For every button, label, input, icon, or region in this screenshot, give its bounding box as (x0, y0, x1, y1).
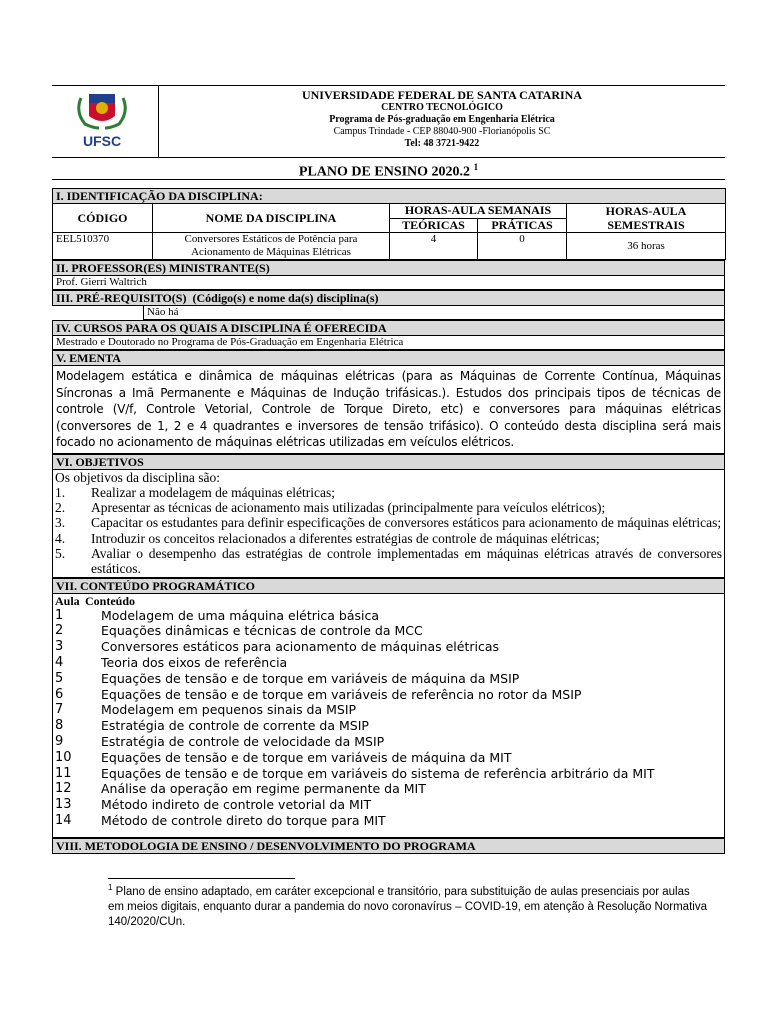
plan-title-footnote-mark: 1 (473, 162, 479, 172)
aula-number: 12 (55, 781, 72, 797)
phone: Tel: 48 3721-9422 (404, 138, 480, 149)
conteudo-content (53, 593, 725, 837)
professor-name: Prof. Gierri Waltrich (53, 276, 725, 290)
aula-item (55, 718, 722, 734)
teoricas-value: 4 (390, 233, 478, 260)
ufsc-logo (55, 86, 149, 152)
header-table (52, 85, 725, 158)
aula-text: Estratégia de controle de velocidade da MSIP (101, 733, 385, 749)
section-prerequisito (53, 291, 725, 306)
aula-item (55, 813, 722, 829)
aula-number: 2 (55, 623, 64, 639)
aula-text: Método indireto de controle vetorial da MIT (101, 797, 372, 813)
aula-item (55, 608, 722, 624)
aula-item (55, 687, 722, 703)
aula-text: Análise da operação em regime permanente da MIT (101, 781, 426, 797)
aula-text: Equações de tensão e de torque em variáveis de máquina da MSIP (101, 670, 520, 686)
aula-number: 3 (55, 639, 64, 655)
objetivos-content (53, 469, 725, 577)
aula-number: 10 (55, 749, 72, 765)
aula-text: Conversores estáticos para acionamento de máquinas elétricas (101, 639, 500, 655)
conteudo-table (52, 578, 725, 838)
objetivos-intro: Os objetivos da disciplina são: (55, 469, 220, 485)
conteudo-list (55, 608, 722, 829)
aula-item (55, 639, 722, 655)
prerequisito-detail: (Código(s) e nome da(s) disciplina(s) (192, 291, 379, 305)
objetivo-item (55, 531, 722, 546)
col-praticas: PRÁTICAS (478, 218, 567, 233)
objetivo-text: Apresentar as técnicas de acionamento mais utilizadas (principalmente para veículos elétricos); (91, 500, 606, 516)
objetivo-number: 2. (55, 500, 66, 516)
footnote (108, 880, 708, 930)
aula-text: Estratégia de controle de corrente da MSIP (101, 718, 369, 734)
conteudo-header (55, 594, 722, 608)
col-aula: Aula (55, 593, 80, 608)
objetivo-text: Introduzir os conceitos relacionados a diferentes estratégias de controle de máquinas elétricas; (91, 530, 600, 546)
aula-text: Modelagem de uma máquina elétrica básica (101, 607, 380, 623)
ementa-text: Modelagem estática e dinâmica de máquinas elétricas (para as Máquinas de Corrente Contínua, Máquinas Síncronas a Imã Permanente e Máquinas de Indução trifásicas.). Estudos dos principais tipos de técnicas de controle (V/f, Controle Vetorial, Controle de Torque Direto, etc) e conversores para máquinas elétricas (conversores de 1, 2 e 4 quadrantes e inversores de tensão trifásico). O conteúdo desta disciplina será mais focado no acionamento de máquinas elétricas utilizadas em veículos elétricos. (53, 366, 725, 454)
aula-text: Equações dinâmicas e técnicas de controle da MCC (101, 623, 423, 639)
prerequisito-title: III. PRÉ-REQUISITO(S) (56, 291, 187, 305)
aula-number: 9 (55, 733, 64, 749)
nome-value: Conversores Estáticos de Potência para Acionamento de Máquinas Elétricas (153, 233, 390, 260)
col-teoricas: TEÓRICAS (390, 218, 478, 233)
university-name: UNIVERSIDADE FEDERAL DE SANTA CATARINA (301, 88, 583, 102)
footnote-rule (108, 878, 295, 879)
aula-text: Teoria dos eixos de referência (101, 654, 288, 670)
footnote-mark: 1 (108, 883, 113, 892)
aula-text: Equações de tensão e de torque em variáveis de referência no rotor da MSIP (101, 686, 582, 702)
objetivos-table (52, 454, 725, 578)
praticas-value: 0 (478, 233, 567, 260)
aula-number: 5 (55, 670, 64, 686)
professor-table (52, 260, 725, 290)
objetivo-item (55, 515, 722, 530)
ementa-table (52, 350, 725, 454)
section-objetivos: VI. OBJETIVOS (53, 454, 725, 469)
aula-text: Equações de tensão e de torque em variáveis do sistema de referência arbitrário da MIT (101, 765, 655, 781)
objetivo-item (55, 500, 722, 515)
aula-item (55, 655, 722, 671)
col-semanais: HORAS-AULA SEMANAIS (390, 204, 567, 219)
col-semestrais: HORAS-AULA SEMESTRAIS (567, 204, 726, 233)
aula-number: 1 (55, 607, 64, 623)
logo-cell (52, 86, 159, 158)
objetivos-list (55, 485, 722, 577)
section-conteudo: VII. CONTEÚDO PROGRAMÁTICO (53, 578, 725, 593)
col-conteudo: Conteúdo (85, 593, 136, 608)
col-nome: NOME DA DISCIPLINA (153, 204, 390, 233)
objetivo-item (55, 546, 722, 577)
objetivo-number: 5. (55, 545, 66, 561)
document-page (52, 85, 725, 854)
codigo-value: EEL510370 (53, 233, 153, 260)
aula-text: Equações de tensão e de torque em variáveis de máquina da MIT (101, 749, 512, 765)
objetivo-number: 4. (55, 530, 66, 546)
aula-item (55, 781, 722, 797)
address: Campus Trindade - CEP 88040-900 -Florianópolis SC (333, 126, 551, 137)
objetivo-text: Avaliar o desempenho das estratégias de controle implementadas em máquinas elétricas através de conversores estáticos. (91, 545, 722, 577)
program-name: Programa de Pós-graduação em Engenharia Elétrica (329, 114, 555, 125)
footnote-text: Plano de ensino adaptado, em caráter excepcional e transitório, para substituição de aulas presenciais por aulas em meios digitais, enquanto durar a pandemia do novo coronavírus – COVID-19, em atenção à Resolução Normativa 140/2020/CUn. (108, 885, 707, 928)
section-identificacao: I. IDENTIFICAÇÃO DA DISCIPLINA: (53, 189, 726, 204)
aula-item (55, 797, 722, 813)
header-text-cell (159, 86, 726, 158)
section-ementa: V. EMENTA (53, 351, 725, 366)
col-codigo: CÓDIGO (53, 204, 153, 233)
aula-number: 13 (55, 797, 72, 813)
objetivo-number: 1. (55, 484, 66, 500)
aula-item (55, 766, 722, 782)
aula-number: 14 (55, 812, 72, 828)
center-name: CENTRO TECNOLÓGICO (381, 102, 503, 113)
prerequisito-value: Não há (144, 306, 725, 320)
aula-number: 11 (55, 765, 72, 781)
semestrais-value: 36 horas (567, 233, 726, 260)
aula-text: Método de controle direto do torque para MIT (101, 812, 386, 828)
aula-item (55, 702, 722, 718)
aula-item (55, 734, 722, 750)
aula-number: 6 (55, 686, 64, 702)
aula-text: Modelagem em pequenos sinais da MSIP (101, 702, 357, 718)
objetivo-number: 3. (55, 515, 66, 531)
objetivo-text: Capacitar os estudantes para definir especificações de conversores estáticos para acionamento de máquinas elétricas; (91, 515, 722, 531)
aula-item (55, 750, 722, 766)
logo-text: UFSC (82, 133, 122, 149)
section-cursos: IV. CURSOS PARA OS QUAIS A DISCIPLINA É OFERECIDA (53, 321, 725, 336)
aula-number: 7 (55, 702, 64, 718)
aula-number: 4 (55, 654, 64, 670)
aula-item (55, 623, 722, 639)
identificacao-table (52, 188, 726, 260)
section-professor: II. PROFESSOR(ES) MINISTRANTE(S) (53, 261, 725, 276)
aula-item (55, 671, 722, 687)
cursos-table (52, 320, 725, 350)
metodologia-table (52, 838, 725, 854)
section-metodologia: VIII. METODOLOGIA DE ENSINO / DESENVOLVIMENTO DO PROGRAMA (53, 838, 725, 853)
plan-title (52, 158, 725, 180)
prerequisito-table (52, 290, 725, 320)
objetivo-text: Realizar a modelagem de máquinas elétricas; (91, 484, 336, 500)
cursos-value: Mestrado e Doutorado no Programa de Pós-Graduação em Engenharia Elétrica (53, 336, 725, 350)
plan-title-text: PLANO DE ENSINO 2020.2 (298, 164, 471, 180)
objetivo-item (55, 485, 722, 500)
aula-number: 8 (55, 718, 64, 734)
